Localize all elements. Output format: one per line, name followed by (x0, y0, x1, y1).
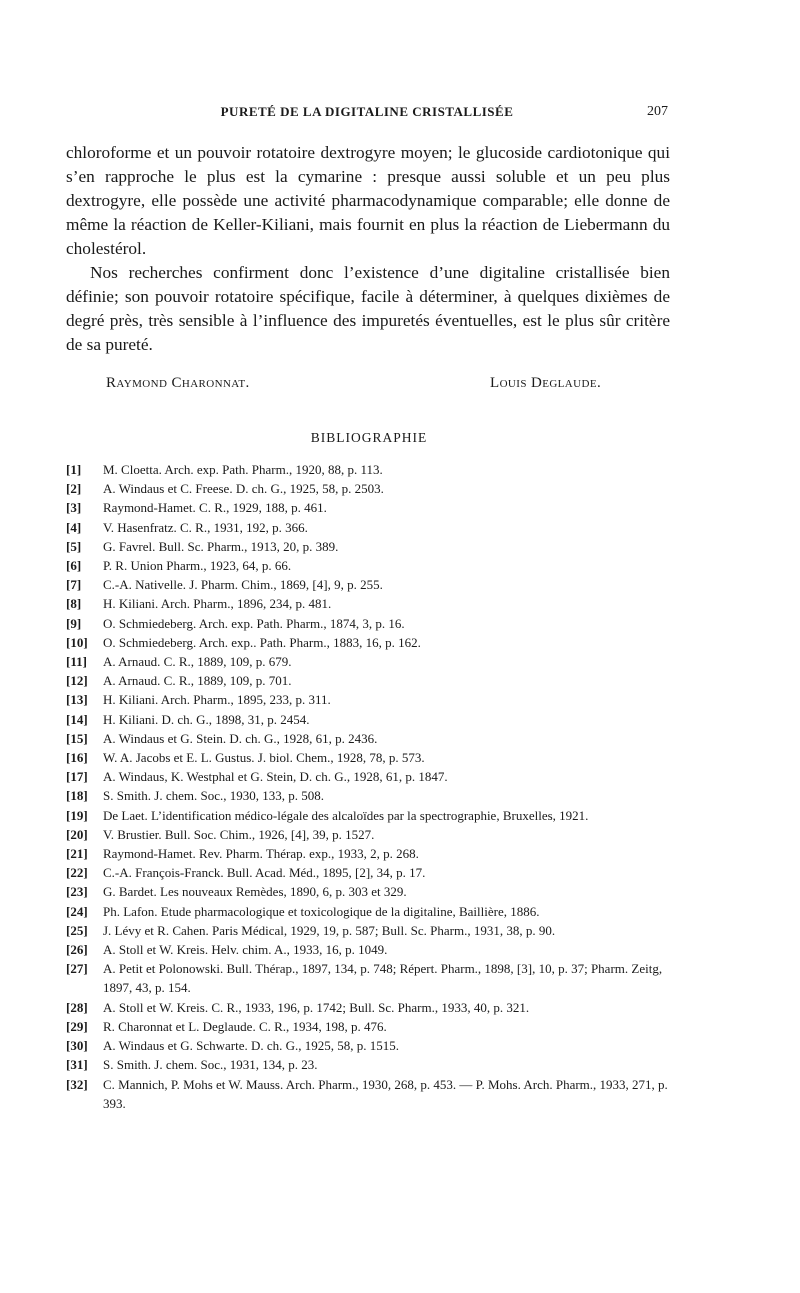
reference-entry (66, 748, 670, 767)
reference-entry (66, 575, 670, 594)
reference-entry (66, 882, 670, 901)
reference-entry (66, 537, 670, 556)
page-number: 207 (647, 104, 668, 119)
reference-number: [9] (66, 615, 82, 631)
reference-entry (66, 902, 670, 921)
reference-text: A. Windaus et G. Stein. D. ch. G., 1928, 61, p. 2436. (103, 730, 378, 746)
paragraph: chloroforme et un pouvoir rotatoire dextrogyre moyen; le glucoside cardiotonique qui s’en rapproche le plus est la cymarine : presque aussi soluble et un peu plus dextrogyre, elle possède une activité pharmacodynamique comparable; elle donne de même la réaction de Keller-Kiliani, mais fournit en plus la réaction de Liebermann du cholestérol. (66, 143, 670, 258)
reference-entry (66, 825, 670, 844)
reference-number: [26] (66, 942, 88, 958)
reference-number: [20] (66, 826, 88, 842)
reference-text: W. A. Jacobs et E. L. Gustus. J. biol. Chem., 1928, 78, p. 573. (103, 750, 425, 766)
reference-text: G. Bardet. Les nouveaux Remèdes, 1890, 6, p. 303 et 329. (103, 884, 407, 900)
reference-entry (66, 1017, 670, 1036)
reference-text: H. Kiliani. D. ch. G., 1898, 31, p. 2454. (103, 711, 310, 727)
reference-text: A. Windaus et G. Schwarte. D. ch. G., 1925, 58, p. 1515. (103, 1038, 400, 1054)
reference-entry (66, 786, 670, 805)
author-signature: Louis Deglaude. (490, 375, 602, 391)
reference-entry (66, 518, 670, 537)
reference-number: [16] (66, 750, 88, 766)
reference-text: H. Kiliani. Arch. Pharm., 1896, 234, p. 481. (103, 596, 332, 612)
reference-entry (66, 1075, 670, 1113)
reference-number: [19] (66, 807, 88, 823)
reference-number: [13] (66, 692, 88, 708)
reference-text: P. R. Union Pharm., 1923, 64, p. 66. (103, 558, 292, 574)
reference-number: [27] (66, 961, 88, 977)
reference-entry (66, 710, 670, 729)
running-title: PURETÉ DE LA DIGITALINE CRISTALLISÉE (220, 104, 514, 119)
reference-text: C. Mannich, P. Mohs et W. Mauss. Arch. Pharm., 1930, 268, p. 453. — P. Mohs. Arch. Pharm., 1933, 271, p. 393. (103, 1076, 668, 1111)
reference-entry (66, 998, 670, 1017)
reference-number: [6] (66, 558, 82, 574)
reference-entry (66, 921, 670, 940)
reference-entry (66, 633, 670, 652)
reference-number: [7] (66, 577, 82, 593)
reference-entry (66, 671, 670, 690)
reference-entry (66, 863, 670, 882)
reference-number: [30] (66, 1038, 88, 1054)
reference-number: [29] (66, 1018, 88, 1034)
reference-number: [17] (66, 769, 88, 785)
body-text (66, 141, 670, 357)
reference-number: [8] (66, 596, 82, 612)
reference-text: M. Cloetta. Arch. exp. Path. Pharm., 1920, 88, p. 113. (103, 462, 383, 477)
reference-entry (66, 767, 670, 786)
reference-text: C.-A. François-Franck. Bull. Acad. Méd., 1895, [2], 34, p. 17. (103, 865, 426, 881)
reference-text: A. Stoll et W. Kreis. Helv. chim. A., 1933, 16, p. 1049. (103, 942, 388, 958)
reference-text: A. Arnaud. C. R., 1889, 109, p. 701. (103, 673, 292, 689)
reference-number: [1] (66, 462, 82, 477)
reference-number: [22] (66, 865, 88, 881)
reference-number: [28] (66, 999, 88, 1015)
reference-text: J. Lévy et R. Cahen. Paris Médical, 1929, 19, p. 587; Bull. Sc. Pharm., 1931, 38, p. 90. (103, 922, 556, 938)
reference-entry (66, 940, 670, 959)
reference-entry (66, 652, 670, 671)
reference-number: [21] (66, 846, 88, 862)
reference-number: [23] (66, 884, 88, 900)
reference-text: De Laet. L’identification médico-légale des alcaloïdes par la spectrographie, Bruxelles, 1921. (103, 807, 589, 823)
reference-number: [3] (66, 500, 82, 516)
reference-text: S. Smith. J. chem. Soc., 1931, 134, p. 23. (103, 1057, 318, 1073)
reference-text: S. Smith. J. chem. Soc., 1930, 133, p. 508. (103, 788, 325, 804)
reference-text: A. Petit et Polonowski. Bull. Thérap., 1897, 134, p. 748; Répert. Pharm., 1898, [3], 10, p. 37; Pharm. Zeitg, 1897, 43, p. 154. (103, 961, 663, 996)
reference-entry (66, 498, 670, 517)
bibliography-title: BIBLIOGRAPHIE (310, 430, 428, 445)
paragraph: Nos recherches confirment donc l’existence d’une digitaline cristallisée bien définie; son pouvoir rotatoire spécifique, facile à déterminer, à quelques dixièmes de degré près, très sensible à l’influence des impuretés éventuelles, est le plus sûr critère de sa pureté. (66, 263, 670, 354)
reference-text: R. Charonnat et L. Deglaude. C. R., 1934, 198, p. 476. (103, 1018, 387, 1034)
reference-number: [31] (66, 1057, 88, 1073)
reference-entry (66, 844, 670, 863)
reference-entry (66, 594, 670, 613)
reference-number: [24] (66, 903, 88, 919)
reference-entry (66, 479, 670, 498)
reference-text: A. Arnaud. C. R., 1889, 109, p. 679. (103, 654, 292, 670)
reference-text: Raymond-Hamet. Rev. Pharm. Thérap. exp., 1933, 2, p. 268. (103, 846, 419, 862)
reference-number: [18] (66, 788, 88, 804)
author-signature: Raymond Charonnat. (106, 375, 250, 391)
reference-number: [15] (66, 730, 88, 746)
reference-entry (66, 1036, 670, 1055)
reference-number: [2] (66, 481, 82, 497)
reference-number: [25] (66, 922, 88, 938)
reference-entry (66, 460, 670, 479)
reference-number: [32] (66, 1076, 88, 1092)
bibliography-list (66, 460, 670, 1113)
reference-text: O. Schmiedeberg. Arch. exp. Path. Pharm., 1874, 3, p. 16. (103, 615, 405, 631)
reference-number: [11] (66, 654, 87, 670)
reference-text: O. Schmiedeberg. Arch. exp.. Path. Pharm., 1883, 16, p. 162. (103, 634, 421, 650)
reference-entry (66, 556, 670, 575)
reference-text: V. Brustier. Bull. Soc. Chim., 1926, [4], 39, p. 1527. (103, 826, 375, 842)
reference-number: [14] (66, 711, 88, 727)
reference-text: Ph. Lafon. Etude pharmacologique et toxicologique de la digitaline, Baillière, 1886. (103, 903, 540, 919)
running-head (66, 104, 668, 124)
reference-number: [4] (66, 519, 82, 535)
reference-text: A. Windaus et C. Freese. D. ch. G., 1925, 58, p. 2503. (103, 481, 384, 497)
reference-number: [5] (66, 538, 82, 554)
reference-entry (66, 614, 670, 633)
reference-text: C.-A. Nativelle. J. Pharm. Chim., 1869, [4], 9, p. 255. (103, 577, 383, 593)
reference-text: A. Windaus, K. Westphal et G. Stein, D. ch. G., 1928, 61, p. 1847. (103, 769, 448, 785)
reference-entry (66, 806, 670, 825)
reference-number: [10] (66, 634, 88, 650)
reference-text: V. Hasenfratz. C. R., 1931, 192, p. 366. (103, 519, 308, 535)
reference-number: [12] (66, 673, 88, 689)
reference-text: Raymond-Hamet. C. R., 1929, 188, p. 461. (103, 500, 327, 516)
reference-text: A. Stoll et W. Kreis. C. R., 1933, 196, p. 1742; Bull. Sc. Pharm., 1933, 40, p. 321. (103, 999, 530, 1015)
reference-entry (66, 690, 670, 709)
reference-entry (66, 959, 670, 997)
reference-entry (66, 729, 670, 748)
reference-text: H. Kiliani. Arch. Pharm., 1895, 233, p. 311. (103, 692, 331, 708)
reference-entry (66, 1055, 670, 1074)
reference-text: G. Favrel. Bull. Sc. Pharm., 1913, 20, p. 389. (103, 538, 339, 554)
